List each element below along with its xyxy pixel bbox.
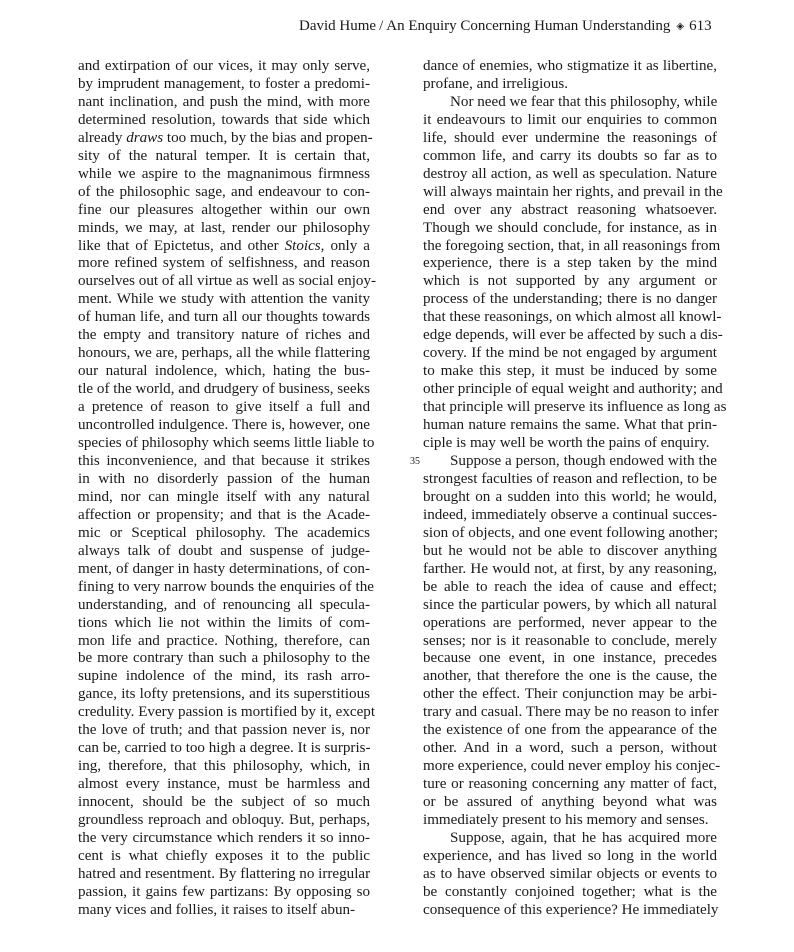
text-line: sion of objects, and one event following another; (423, 524, 719, 541)
text-line: in with no disorderly passion of the human (78, 470, 370, 487)
text-line: ing, therefore, that this philosophy, which, in (78, 758, 370, 775)
text-line: strongest faculties of reason and reflection, to be (423, 470, 717, 487)
page-number: 613 (689, 18, 712, 34)
text-line: hatred and resentment. By flattering no irregular (78, 865, 371, 882)
header-author: David Hume (299, 18, 377, 34)
left-column (78, 58, 377, 920)
text-line: another, that therefore the one is the cause, the (423, 668, 717, 685)
text-line: the foregoing section, that, in all reasonings from (423, 237, 721, 254)
text-line: tions which lie not within the limits of com- (78, 614, 370, 631)
text-line: always talk of doubt and suspense of judge- (78, 542, 370, 559)
text-line: ourselves out of all virtue as well as social enjoy- (78, 273, 377, 290)
text-line: the love of truth; and that passion never is, nor (78, 722, 370, 739)
text-line: trary and casual. There may be no reason to infer (423, 704, 719, 721)
text-line: affection or propensity; and that is the Acade- (78, 506, 370, 523)
text-line: more experience, could never employ his conjec- (423, 758, 721, 775)
text-line: human nature remains the same. What that prin- (423, 417, 717, 434)
text-line: destroy all action, as well as speculation. Nature (423, 165, 717, 182)
text-line: because one event, in one instance, precedes (423, 650, 717, 667)
text-line: as to have observed similar objects or events to (423, 865, 717, 882)
text-line: be constantly conjoined together; what is the (423, 883, 717, 900)
text-line: Though we should conclude, for instance, as in (423, 219, 717, 236)
right-column (423, 58, 727, 920)
text-line: more refined system of selfishness, and reason (78, 255, 370, 272)
text-line: Suppose, again, that he has acquired more (450, 829, 717, 846)
text-line: by imprudent management, to foster a predomi- (78, 75, 370, 92)
margin-line-number: 35 (410, 456, 420, 467)
text-line: this inconvenience, and that because it strikes (78, 452, 370, 469)
text-line: tle of the world, and drudgery of business, seeks (78, 381, 370, 398)
text-line: other. And in a word, such a person, without (423, 740, 717, 757)
text-line: a pretence of reason to give itself a full and (78, 399, 370, 416)
text-line: or be assured of anything beyond what was (423, 794, 717, 811)
text-line: many vices and follies, it raises to itself abun- (78, 901, 356, 918)
text-line: be able to reach the idea of cause and effect; (423, 578, 717, 595)
italic-word: Stoics, (284, 237, 325, 254)
text-line: gance, its lofty pretensions, and its superstitious (78, 686, 370, 703)
ornament-icon: ◈ (676, 21, 685, 32)
italic-word: draws (126, 129, 164, 146)
text-line: operations are performed, never appear to the (423, 614, 717, 631)
text-line: while we aspire to the magnanimous firmness (78, 165, 370, 182)
text-line: dance of enemies, who stigmatize it as libertine, (423, 58, 717, 74)
text-line: end over any abstract reasoning whatsoever. (423, 201, 717, 218)
running-header (299, 16, 719, 38)
text-line: experience, and has lived so long in the world (423, 847, 717, 864)
text-line: cent is what chiefly exposes it to the public (78, 847, 370, 864)
text-line: brought on a sudden into this world; he would, (423, 488, 717, 505)
text-line: experience, there is a step taken by the mind (423, 255, 717, 272)
text-line: almost every instance, must be harmless and (78, 776, 370, 793)
text-line: will always maintain her rights, and prevail in the (423, 183, 723, 200)
text-line: but he would not be able to discover anything (423, 542, 717, 559)
text-line: of human life, and turn all our thoughts towards (78, 309, 370, 326)
text-line: the very circumstance which renders it so inno- (78, 829, 370, 846)
text-line: farther. He would not, at first, by any reasoning, (423, 560, 717, 577)
text-line: mic or Sceptical philosophy. The academics (78, 524, 370, 541)
text-line: which is not supported by any argument or (423, 273, 717, 290)
text-line: Nor need we fear that this philosophy, while (450, 93, 718, 110)
text-line: can be, carried to too high a degree. It is surpris- (78, 740, 371, 757)
text-line: the empty and transitory nature of riches and (78, 327, 370, 344)
text-line: our natural indolence, which, hating the bus- (78, 363, 370, 380)
text-line: sity of the natural temper. It is certain that, (78, 147, 370, 164)
text-line: fine our pleasures altogether within our own (78, 201, 370, 218)
text-line: consequence of this experience? He immediately (423, 901, 719, 918)
text-line: to make this step, it must be induced by some (423, 363, 717, 380)
text-line: Suppose a person, though endowed with the (450, 452, 717, 469)
text-line: other principle of equal weight and authority; and (423, 381, 723, 398)
text-line: ture or reasoning concerning any matter of fact, (423, 776, 717, 793)
text-line: the existence of one from the appearance of the (423, 722, 717, 739)
text-line: honours, we are, perhaps, all the while flattering (78, 345, 370, 362)
text-line: innocent, should be the subject of so much (78, 794, 370, 811)
text-line: edge depends, will ever be affected by such a dis- (423, 327, 723, 344)
text-line: groundless reproach and obloquy. But, perhaps, (78, 812, 370, 829)
text-line: species of philosophy which seems little liable to (78, 435, 375, 452)
text-line: ment. While we study with attention the vanity (78, 291, 370, 308)
text-line: minds, we may, at last, render our philosophy (78, 219, 370, 236)
text-line: of the philosophic sage, and endeavour to con- (78, 183, 370, 200)
text-line: common life, and carry its doubts so far as to (423, 147, 717, 164)
text-line: covery. If the mind be not engaged by argument (423, 345, 717, 362)
text-line: supine indolence of the mind, its rash arro- (78, 668, 370, 685)
text-line: and extirpation of our vices, it may only serve, (78, 58, 370, 74)
text-line: passion, it gains few partizans: By opposing so (78, 883, 370, 900)
text-line: nant inclination, and push the mind, with more (78, 93, 370, 110)
text-line: other the effect. Their conjunction may be arbi- (423, 686, 717, 703)
text-line: that principle will preserve its influence as long as (423, 399, 727, 416)
text-line: mind, nor can mingle itself with any natural (78, 488, 370, 505)
text-line: that these reasonings, on which almost all knowl- (423, 309, 722, 326)
text-line: immediately present to his memory and senses. (423, 812, 709, 829)
header-title: An Enquiry Concerning Human Understanding (386, 18, 671, 34)
text-line: it endeavours to limit our enquiries to common (423, 111, 717, 128)
text-line: determined resolution, towards that side which (78, 111, 370, 128)
text-line: understanding, and of renouncing all specula- (78, 596, 370, 613)
text-line: senses; nor is it reasonable to conclude, merely (423, 632, 717, 649)
text-line: ciple is may well be worth the pains of enquiry. (423, 435, 710, 452)
text-line: fining to very narrow bounds the enquiries of the (78, 578, 374, 595)
text-line: already draws too much, by the bias and propen- (78, 129, 373, 146)
text-line: like that of Epictetus, and other Stoics, only a (78, 237, 370, 254)
text-line: mon life and practice. Nothing, therefore, can (78, 632, 370, 649)
text-line: indeed, immediately observe a continual succes- (423, 506, 717, 523)
text-line: since the particular powers, by which all natural (423, 596, 717, 613)
text-line: credulity. Every passion is mortified by it, except (78, 704, 376, 721)
text-line: life, should ever undermine the reasonings of (423, 129, 717, 146)
text-line: ment, of danger in hasty determinations, of con- (78, 560, 370, 577)
text-line: be more contrary than such a philosophy to the (78, 650, 370, 667)
text-line: process of the understanding; there is no danger (423, 291, 717, 308)
header-separator: / (379, 18, 384, 34)
text-line: profane, and irreligious. (423, 75, 569, 92)
text-line: uncontrolled indulgence. There is, however, one (78, 417, 370, 434)
